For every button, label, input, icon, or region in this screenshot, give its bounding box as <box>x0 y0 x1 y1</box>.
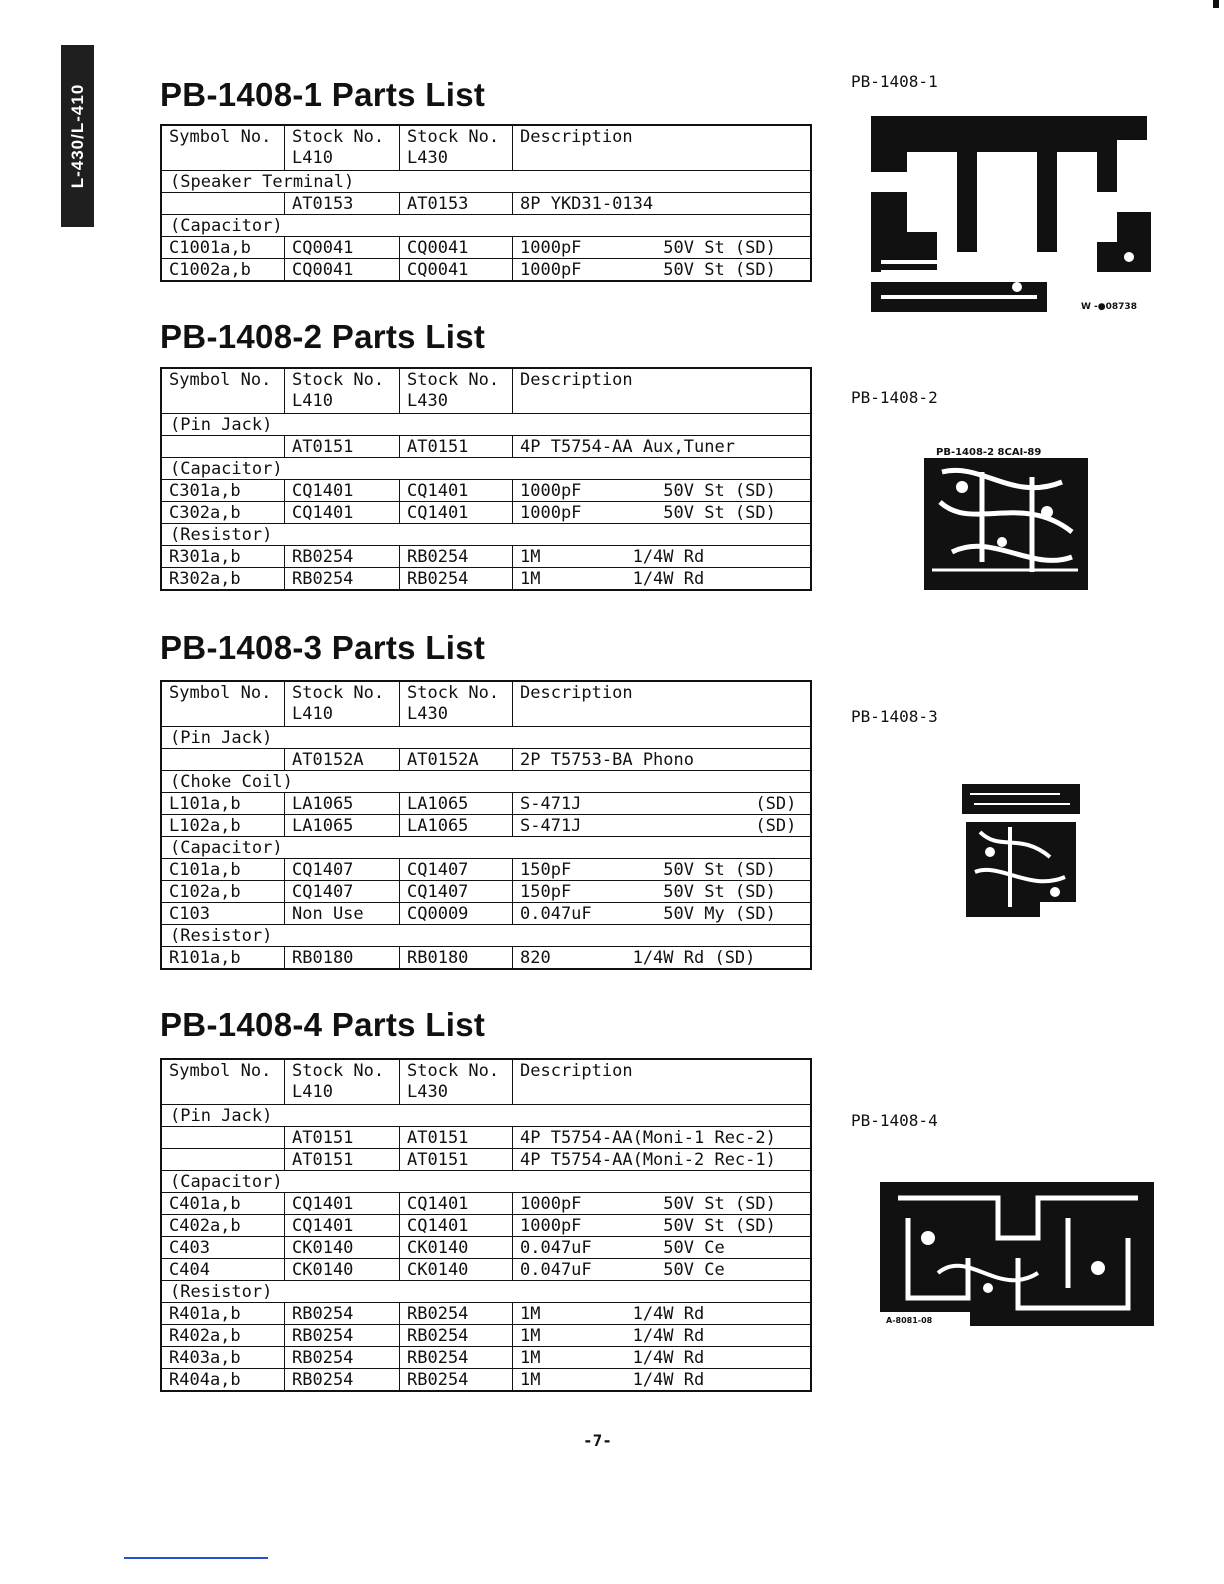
board-label-pb-1408-2: PB-1408-2 <box>851 388 938 407</box>
header-model-l410: L410 <box>292 391 333 411</box>
symbol-no-cell: C1001a,b <box>161 237 285 259</box>
header-description <box>513 368 812 414</box>
stock-l410-cell: AT0151 <box>285 436 400 458</box>
header-symbol-label: Symbol No. <box>169 1061 272 1081</box>
table-row <box>161 546 811 568</box>
table-row <box>161 568 811 591</box>
header-symbol <box>161 681 285 727</box>
page-number: -7- <box>583 1431 612 1450</box>
group-row <box>161 1105 811 1127</box>
table-row <box>161 259 811 282</box>
stock-l430-cell: CK0140 <box>400 1259 513 1281</box>
table-row <box>161 1193 811 1215</box>
symbol-no-cell: C402a,b <box>161 1215 285 1237</box>
table-row <box>161 947 811 970</box>
table-row <box>161 1325 811 1347</box>
symbol-no-cell: R403a,b <box>161 1347 285 1369</box>
symbol-no-cell: C404 <box>161 1259 285 1281</box>
footer-rule <box>124 1557 268 1559</box>
group-row <box>161 1171 811 1193</box>
svg-text:W -●08738: W -●08738 <box>1081 302 1137 312</box>
description-cell: S-471J (SD) <box>513 793 812 815</box>
header-stock-l410 <box>285 125 400 171</box>
group-row <box>161 925 811 947</box>
description-cell: 1000pF 50V St (SD) <box>513 1193 812 1215</box>
header-model-l430: L430 <box>407 1082 448 1102</box>
symbol-no-cell <box>161 1127 285 1149</box>
stock-l410-cell: Non Use <box>285 903 400 925</box>
stock-l430-cell: CQ0041 <box>400 237 513 259</box>
table-header-row <box>161 1059 811 1105</box>
stock-l430-cell: LA1065 <box>400 793 513 815</box>
table-row <box>161 480 811 502</box>
description-cell: S-471J (SD) <box>513 815 812 837</box>
stock-l410-cell: CQ1407 <box>285 881 400 903</box>
description-cell: 4P T5754-AA Aux,Tuner <box>513 436 812 458</box>
section-title-pb-1408-2: PB-1408-2 Parts List <box>160 318 486 355</box>
group-row <box>161 1281 811 1303</box>
stock-l410-cell: AT0151 <box>285 1149 400 1171</box>
header-stock-label: Stock No. <box>407 1061 500 1081</box>
side-tab-label: L-430/L-410 <box>67 83 87 189</box>
stock-l430-cell: CQ1401 <box>400 1193 513 1215</box>
header-description-label: Description <box>520 683 633 703</box>
board-label-pb-1408-4: PB-1408-4 <box>851 1111 938 1130</box>
table-row <box>161 793 811 815</box>
header-model-l410: L410 <box>292 148 333 168</box>
table-header-row <box>161 368 811 414</box>
symbol-no-cell: C103 <box>161 903 285 925</box>
stock-l410-cell: CK0140 <box>285 1259 400 1281</box>
stock-l410-cell: RB0254 <box>285 1347 400 1369</box>
description-cell: 2P T5753-BA Phono <box>513 749 812 771</box>
group-row <box>161 771 811 793</box>
description-cell: 150pF 50V St (SD) <box>513 881 812 903</box>
symbol-no-cell: C401a,b <box>161 1193 285 1215</box>
header-symbol <box>161 125 285 171</box>
pcb-photo-pb-1408-4 <box>878 1178 1156 1330</box>
header-stock-l410 <box>285 681 400 727</box>
board-mark-pb-1408-2: PB-1408-2 8CAI-89 <box>936 447 1042 458</box>
header-model-l430: L430 <box>407 391 448 411</box>
stock-l430-cell: AT0152A <box>400 749 513 771</box>
header-stock-label: Stock No. <box>292 370 385 390</box>
header-stock-l410 <box>285 368 400 414</box>
stock-l430-cell: CQ0041 <box>400 259 513 282</box>
description-cell: 1M 1/4W Rd <box>513 1369 812 1392</box>
side-tab <box>61 45 94 227</box>
stock-l430-cell: CQ0009 <box>400 903 513 925</box>
description-cell: 8P YKD31-0134 <box>513 193 812 215</box>
stock-l430-cell: AT0151 <box>400 1127 513 1149</box>
header-model-l410: L410 <box>292 704 333 724</box>
table-row <box>161 502 811 524</box>
symbol-no-cell: R302a,b <box>161 568 285 591</box>
group-row <box>161 171 811 193</box>
stock-l430-cell: CQ1407 <box>400 881 513 903</box>
description-cell: 1M 1/4W Rd <box>513 1325 812 1347</box>
stock-l430-cell: CQ1407 <box>400 859 513 881</box>
table-row <box>161 237 811 259</box>
table-row <box>161 1215 811 1237</box>
table-row <box>161 815 811 837</box>
board-mark-pb-1408-4: A-8081-08 <box>886 1316 933 1325</box>
table-row <box>161 436 811 458</box>
stock-l410-cell: CQ1401 <box>285 1193 400 1215</box>
group-label: (Resistor) <box>161 524 811 546</box>
group-row <box>161 414 811 436</box>
group-label: (Resistor) <box>161 1281 811 1303</box>
description-cell: 1M 1/4W Rd <box>513 1347 812 1369</box>
description-cell: 4P T5754-AA(Moni-2 Rec-1) <box>513 1149 812 1171</box>
symbol-no-cell <box>161 436 285 458</box>
table-row <box>161 1237 811 1259</box>
header-stock-label: Stock No. <box>292 1061 385 1081</box>
header-description-label: Description <box>520 370 633 390</box>
stock-l410-cell: CQ1407 <box>285 859 400 881</box>
page-corner-mark <box>1213 0 1219 8</box>
stock-l410-cell: CQ1401 <box>285 502 400 524</box>
pcb-photo-pb-1408-1 <box>867 112 1155 322</box>
symbol-no-cell: R101a,b <box>161 947 285 970</box>
description-cell: 1000pF 50V St (SD) <box>513 259 812 282</box>
description-cell: 820 1/4W Rd (SD) <box>513 947 812 970</box>
section-title-pb-1408-3: PB-1408-3 Parts List <box>160 629 486 666</box>
header-stock-l410 <box>285 1059 400 1105</box>
description-cell: 0.047uF 50V Ce <box>513 1237 812 1259</box>
symbol-no-cell: C102a,b <box>161 881 285 903</box>
group-row <box>161 727 811 749</box>
stock-l430-cell: CQ1401 <box>400 502 513 524</box>
header-model-l410: L410 <box>292 1082 333 1102</box>
header-stock-label: Stock No. <box>292 683 385 703</box>
description-cell: 1M 1/4W Rd <box>513 568 812 591</box>
description-cell: 0.047uF 50V Ce <box>513 1259 812 1281</box>
symbol-no-cell <box>161 1149 285 1171</box>
table-row <box>161 193 811 215</box>
symbol-no-cell: R301a,b <box>161 546 285 568</box>
table-header-row <box>161 681 811 727</box>
table-row <box>161 1127 811 1149</box>
stock-l410-cell: LA1065 <box>285 793 400 815</box>
header-stock-label: Stock No. <box>407 370 500 390</box>
stock-l430-cell: CQ1401 <box>400 480 513 502</box>
stock-l430-cell: CQ1401 <box>400 1215 513 1237</box>
stock-l430-cell: RB0254 <box>400 1325 513 1347</box>
header-symbol-label: Symbol No. <box>169 370 272 390</box>
stock-l410-cell: RB0254 <box>285 568 400 591</box>
section-title-pb-1408-1: PB-1408-1 Parts List <box>160 76 486 113</box>
header-symbol-label: Symbol No. <box>169 127 272 147</box>
symbol-no-cell: C1002a,b <box>161 259 285 282</box>
group-label: (Capacitor) <box>161 215 811 237</box>
table-row <box>161 749 811 771</box>
table-row <box>161 903 811 925</box>
symbol-no-cell: L102a,b <box>161 815 285 837</box>
stock-l410-cell: CQ1401 <box>285 480 400 502</box>
symbol-no-cell: C101a,b <box>161 859 285 881</box>
section-title-pb-1408-4: PB-1408-4 Parts List <box>160 1006 486 1043</box>
stock-l410-cell: RB0254 <box>285 1325 400 1347</box>
description-cell: 1000pF 50V St (SD) <box>513 1215 812 1237</box>
stock-l430-cell: AT0151 <box>400 436 513 458</box>
header-description-label: Description <box>520 127 633 147</box>
description-cell: 1000pF 50V St (SD) <box>513 237 812 259</box>
table-row <box>161 1149 811 1171</box>
group-label: (Capacitor) <box>161 1171 811 1193</box>
group-label: (Choke Coil) <box>161 771 811 793</box>
stock-l430-cell: RB0254 <box>400 568 513 591</box>
header-description-label: Description <box>520 1061 633 1081</box>
stock-l430-cell: LA1065 <box>400 815 513 837</box>
table-row <box>161 881 811 903</box>
group-label: (Pin Jack) <box>161 1105 811 1127</box>
stock-l410-cell: LA1065 <box>285 815 400 837</box>
header-description <box>513 681 812 727</box>
board-label-pb-1408-3: PB-1408-3 <box>851 707 938 726</box>
group-label: (Speaker Terminal) <box>161 171 811 193</box>
description-cell: 150pF 50V St (SD) <box>513 859 812 881</box>
header-symbol <box>161 368 285 414</box>
symbol-no-cell: R402a,b <box>161 1325 285 1347</box>
stock-l410-cell: CQ0041 <box>285 259 400 282</box>
header-stock-l430 <box>400 125 513 171</box>
group-label: (Pin Jack) <box>161 727 811 749</box>
symbol-no-cell: C403 <box>161 1237 285 1259</box>
header-stock-l430 <box>400 368 513 414</box>
stock-l410-cell: AT0153 <box>285 193 400 215</box>
header-description <box>513 1059 812 1105</box>
symbol-no-cell: R401a,b <box>161 1303 285 1325</box>
header-stock-l430 <box>400 681 513 727</box>
stock-l430-cell: RB0254 <box>400 1369 513 1392</box>
stock-l430-cell: RB0254 <box>400 1303 513 1325</box>
group-label: (Resistor) <box>161 925 811 947</box>
group-label: (Capacitor) <box>161 458 811 480</box>
parts-table-pb-1408-2 <box>160 367 812 591</box>
stock-l410-cell: AT0152A <box>285 749 400 771</box>
stock-l430-cell: AT0151 <box>400 1149 513 1171</box>
stock-l410-cell: CQ0041 <box>285 237 400 259</box>
stock-l430-cell: AT0153 <box>400 193 513 215</box>
symbol-no-cell: C301a,b <box>161 480 285 502</box>
header-description <box>513 125 812 171</box>
stock-l410-cell: RB0254 <box>285 1303 400 1325</box>
stock-l410-cell: CK0140 <box>285 1237 400 1259</box>
symbol-no-cell: C302a,b <box>161 502 285 524</box>
header-stock-l430 <box>400 1059 513 1105</box>
group-label: (Pin Jack) <box>161 414 811 436</box>
description-cell: 1000pF 50V St (SD) <box>513 502 812 524</box>
header-stock-label: Stock No. <box>292 127 385 147</box>
symbol-no-cell: R404a,b <box>161 1369 285 1392</box>
stock-l410-cell: RB0254 <box>285 546 400 568</box>
board-label-pb-1408-1: PB-1408-1 <box>851 72 938 91</box>
description-cell: 4P T5754-AA(Moni-1 Rec-2) <box>513 1127 812 1149</box>
table-row <box>161 859 811 881</box>
parts-table-pb-1408-3 <box>160 680 812 970</box>
symbol-no-cell <box>161 193 285 215</box>
table-row <box>161 1369 811 1392</box>
parts-table-pb-1408-4 <box>160 1058 812 1392</box>
stock-l410-cell: RB0254 <box>285 1369 400 1392</box>
group-row <box>161 837 811 859</box>
header-symbol <box>161 1059 285 1105</box>
header-symbol-label: Symbol No. <box>169 683 272 703</box>
description-cell: 1000pF 50V St (SD) <box>513 480 812 502</box>
stock-l410-cell: CQ1401 <box>285 1215 400 1237</box>
pcb-photo-pb-1408-3 <box>960 782 1082 922</box>
symbol-no-cell <box>161 749 285 771</box>
header-model-l430: L430 <box>407 704 448 724</box>
stock-l430-cell: CK0140 <box>400 1237 513 1259</box>
stock-l410-cell: AT0151 <box>285 1127 400 1149</box>
stock-l410-cell: RB0180 <box>285 947 400 970</box>
group-row <box>161 524 811 546</box>
group-label: (Capacitor) <box>161 837 811 859</box>
table-row <box>161 1347 811 1369</box>
table-row <box>161 1259 811 1281</box>
table-header-row <box>161 125 811 171</box>
description-cell: 1M 1/4W Rd <box>513 546 812 568</box>
group-row <box>161 215 811 237</box>
header-stock-label: Stock No. <box>407 127 500 147</box>
description-cell: 0.047uF 50V My (SD) <box>513 903 812 925</box>
pcb-photo-pb-1408-2 <box>922 442 1090 592</box>
description-cell: 1M 1/4W Rd <box>513 1303 812 1325</box>
header-model-l430: L430 <box>407 148 448 168</box>
stock-l430-cell: RB0254 <box>400 546 513 568</box>
symbol-no-cell: L101a,b <box>161 793 285 815</box>
stock-l430-cell: RB0180 <box>400 947 513 970</box>
table-row <box>161 1303 811 1325</box>
group-row <box>161 458 811 480</box>
parts-table-pb-1408-1 <box>160 124 812 282</box>
stock-l430-cell: RB0254 <box>400 1347 513 1369</box>
header-stock-label: Stock No. <box>407 683 500 703</box>
